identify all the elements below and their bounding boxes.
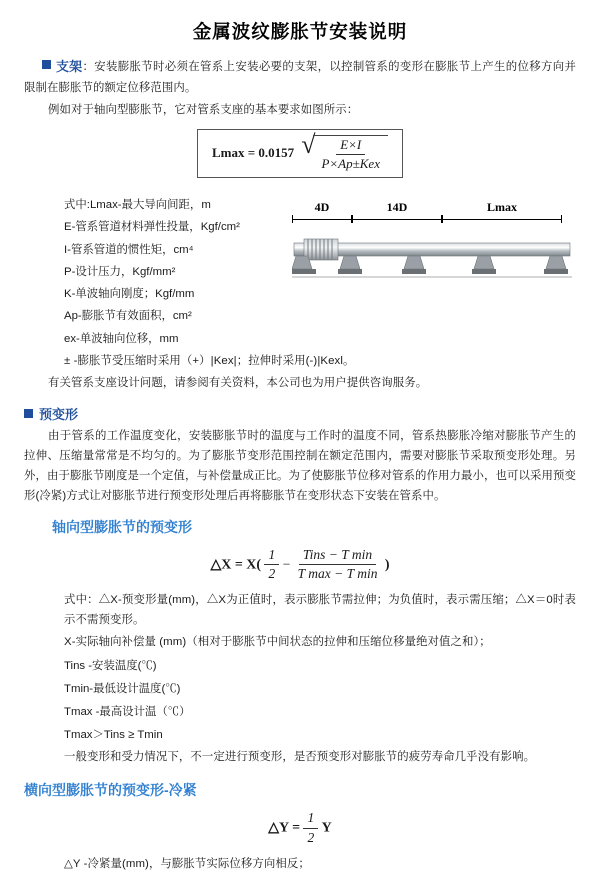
legend-item-plusminus: ± -膨胀节受压缩时采用（+）|Kex|；拉伸时采用(-)|Kexl。 xyxy=(64,354,355,367)
lateral-predeform-formula xyxy=(24,810,576,847)
predeform-paragraph: 由于管系的工作温度变化，安装膨胀节时的温度与工作时的温度不同，管系热膨胀冷缩对膨胀节产生的拉伸、压缩量常常是不均匀的。为了膨胀节变形范围控制在额定范围内，需要对膨胀节采取预变形处理。另外，由于膨胀节刚度是一个定值，与补偿量成正比。为了使膨胀节位移对管系的作用力最小，也可以采用预变形(冷紧)方式让对膨胀节进行预变形处理后再将膨胀节在变形状态下安装在管系中。 xyxy=(24,429,576,502)
legend-item: 式中:Lmax-最大导向间距，m xyxy=(64,199,211,212)
lateral-formula-lhs: △Y = xyxy=(268,820,301,836)
predeform-section-heading xyxy=(24,404,576,423)
legend-item: I-管系管道的惯性矩，cm⁴ xyxy=(64,243,194,256)
axial-def-2: Tins -安装温度(℃) xyxy=(64,660,157,673)
lateral-def: △Y -冷紧量(mm)，与膨胀节实际位移方向相反； xyxy=(64,858,310,871)
bracket-section-paragraph: 支架：安装膨胀节时必须在管系上安装必要的支架，以控制管系的变形在膨胀节上产生的位移方向并限制在膨胀节的额定位移范围内。 xyxy=(24,56,576,99)
legend-block xyxy=(24,184,292,350)
axial-predeform-heading: 轴向型膨胀节的预变形 xyxy=(52,518,192,535)
lmax-denominator: P×Ap±Kex xyxy=(321,155,380,171)
page-title: 金属波纹膨胀节安装说明 xyxy=(192,21,408,42)
legend-item: E-管系管道材料弹性投量，Kgf/cm² xyxy=(64,221,240,234)
axial-formula-minus: − xyxy=(282,555,291,571)
dim-4d: 4D xyxy=(292,200,352,223)
axial-formula-frac-half: $\frac{1}{2}$ xyxy=(264,547,279,584)
lateral-predeform-heading: 横向型膨胀节的预变形-冷紧 xyxy=(24,782,197,799)
radical-symbol: √ $\frac{E\times I}{\text{P×Ap±Kex}}$ xyxy=(301,135,388,173)
axial-def-4: Tmax -最高设计温（℃） xyxy=(64,705,191,718)
axial-def-5: Tmax＞Tins ≥ Tmin xyxy=(64,728,163,741)
legend-item: K-单波轴向刚度；Kgf/mm xyxy=(64,288,195,301)
pipe-svg xyxy=(292,225,572,287)
legend-item: Ap-膨胀节有效面积，cm² xyxy=(64,310,192,323)
axial-formula-frac-temp: $\frac{\text{Tins − T min}}{\text{T max − T min}}$ xyxy=(297,546,378,582)
dim-lmax: Lmax xyxy=(442,200,562,223)
predeform-heading-text: 预变形 xyxy=(39,406,79,422)
axial-def-3: Tmin-最低设计温度(℃) xyxy=(64,682,181,695)
diagram-dimension-labels xyxy=(292,200,572,223)
axial-predeform-note: 一般变形和受力情况下，不一定进行预变形，是否预变形对膨胀节的疲劳寿命几乎没有影响。 xyxy=(64,751,536,764)
pipe-diagram xyxy=(292,184,576,287)
bracket-section-heading: 支架 xyxy=(56,59,83,74)
blue-square-icon xyxy=(42,60,51,69)
support-design-note: 有关管系支座设计问题，请参阅有关资料，本公司也为用户提供咨询服务。 xyxy=(48,376,428,389)
lmax-formula xyxy=(24,129,576,179)
lateral-formula-rhs: Y xyxy=(321,820,332,836)
axial-formula-rhs: ) xyxy=(384,556,390,572)
axial-def-1: X-实际轴向补偿量 (mm)（相对于膨胀节中间状态的拉伸和压缩位移量绝对值之和）； xyxy=(64,636,491,649)
lateral-formula-frac: $\frac{1}{2}$ xyxy=(303,810,318,847)
pipe-illustration xyxy=(292,225,572,287)
blue-square-icon xyxy=(24,409,33,418)
axial-formula-lhs: △X = X( xyxy=(210,556,262,572)
axial-predeform-formula xyxy=(24,547,576,584)
legend-and-diagram xyxy=(24,184,576,350)
bracket-example-text: 例如对于轴向型膨胀节，它对管系支座的基本要求如图所示： xyxy=(48,103,359,116)
lmax-numerator: E×I xyxy=(336,137,365,155)
axial-def-0: 式中：△X-预变形量(mm)，△X为正值时，表示膨胀节需拉伸；为负值时，表示需压缩；△X＝0时表示不需预变形。 xyxy=(64,594,576,627)
legend-item: P-设计压力，Kgf/mm² xyxy=(64,265,176,278)
bracket-section-text: 安装膨胀节时必须在管系上安装必要的支架，以控制管系的变形在膨胀节上产生的位移方向并限制在膨胀节的额定位移范围内。 xyxy=(24,61,576,94)
legend-item: ex-单波轴向位移，mm xyxy=(64,332,179,345)
lmax-formula-label: Lmax = 0.0157 xyxy=(212,145,295,161)
dim-14d: 14D xyxy=(352,200,442,223)
